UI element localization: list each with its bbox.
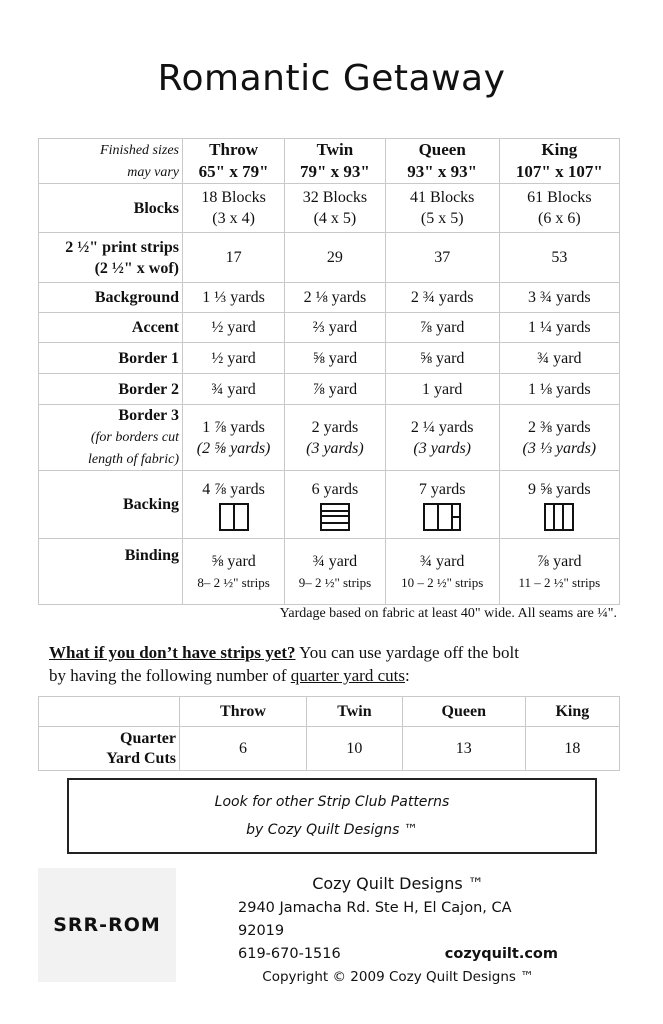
cell: ⅞ yard [385, 313, 499, 343]
phone-web-row [238, 943, 558, 966]
cell: 41 Blocks (5 x 5) [385, 184, 499, 233]
cell: ⅝ yard 8– 2 ½" strips [183, 539, 285, 605]
strips-question: What if you don’t have strips yet? You can use yardage off the bolt by having the following number of quarter yard cuts: [49, 643, 519, 685]
cell: 2 yards (3 yards) [285, 405, 386, 471]
cell: 13 [402, 727, 525, 771]
backing-3-vertical-panels-icon [544, 503, 574, 531]
cell: 2 ⅜ yards (3 ⅓ yards) [499, 405, 619, 471]
cell: 9 ⅝ yards [499, 471, 619, 539]
row-label: 2 ½" print strips (2 ½" x wof) [39, 233, 183, 283]
backing-2-panels-plus-strip-icon [423, 503, 461, 531]
row-label: Border 3 (for borders cut length of fabric) [39, 405, 183, 471]
size-header-row [39, 139, 620, 184]
cuts-header: Twin [307, 697, 403, 727]
border1-row [39, 343, 620, 374]
cuts-header: Throw [180, 697, 307, 727]
company-phone: 619-670-1516 [238, 946, 341, 962]
cuts-header: King [525, 697, 619, 727]
cell: ⅞ yard 11 – 2 ½" strips [499, 539, 619, 605]
accent-row [39, 313, 620, 343]
cell: 6 [180, 727, 307, 771]
finished-sizes-note: Finished sizes may vary [39, 139, 183, 184]
sku-label: SRR-ROM [38, 868, 176, 982]
quarter-yard-cuts-table [38, 696, 620, 771]
row-label: Accent [39, 313, 183, 343]
binding-row [39, 539, 620, 605]
cell: ⅔ yard [285, 313, 386, 343]
cell: ⅝ yard [385, 343, 499, 374]
cell: ¾ yard [499, 343, 619, 374]
cuts-header-row [39, 697, 620, 727]
cell: 18 Blocks (3 x 4) [183, 184, 285, 233]
cell: 2 ⅛ yards [285, 283, 386, 313]
row-label: Background [39, 283, 183, 313]
blocks-row [39, 184, 620, 233]
cell: ¾ yard 9– 2 ½" strips [285, 539, 386, 605]
cell: ½ yard [183, 313, 285, 343]
cell: 2 ¼ yards (3 yards) [385, 405, 499, 471]
cell: 29 [285, 233, 386, 283]
pattern-title: Romantic Getaway [157, 58, 506, 99]
size-throw: Throw 65" x 79" [183, 139, 285, 184]
cell: 10 [307, 727, 403, 771]
row-label: Blocks [39, 184, 183, 233]
background-row [39, 283, 620, 313]
backing-2-vertical-panels-icon [219, 503, 249, 531]
row-label: Backing [39, 471, 183, 539]
size-queen: Queen 93" x 93" [385, 139, 499, 184]
cell: ½ yard [183, 343, 285, 374]
strips-row [39, 233, 620, 283]
border3-row [39, 405, 620, 471]
cell: 1 ⅞ yards (2 ⅝ yards) [183, 405, 285, 471]
promo-box [67, 778, 597, 854]
border2-row [39, 374, 620, 405]
cell: ⅞ yard [285, 374, 386, 405]
size-king: King 107" x 107" [499, 139, 619, 184]
cuts-header: Queen [402, 697, 525, 727]
cell: 4 ⅞ yards [183, 471, 285, 539]
row-label: Binding [39, 539, 183, 605]
cell: 32 Blocks (4 x 5) [285, 184, 386, 233]
backing-3-horizontal-panels-icon [320, 503, 350, 531]
cell: 53 [499, 233, 619, 283]
copyright: Copyright © 2009 Cozy Quilt Designs ™ [262, 969, 534, 985]
company-address: 2940 Jamacha Rd. Ste H, El Cajon, CA 92019 [238, 900, 512, 939]
cell: 18 [525, 727, 619, 771]
cell: 37 [385, 233, 499, 283]
cell: 6 yards [285, 471, 386, 539]
cell: 17 [183, 233, 285, 283]
yardage-table [38, 138, 620, 605]
row-label: Border 2 [39, 374, 183, 405]
company-name: Cozy Quilt Designs ™ [312, 874, 484, 893]
company-info [238, 874, 558, 989]
cell: 1 ⅛ yards [499, 374, 619, 405]
cell: 61 Blocks (6 x 6) [499, 184, 619, 233]
cell: 1 yard [385, 374, 499, 405]
company-website-link[interactable]: cozyquilt.com [444, 946, 558, 962]
backing-row [39, 471, 620, 539]
row-label: Border 1 [39, 343, 183, 374]
row-label: Quarter Yard Cuts [39, 727, 180, 771]
yardage-note: Yardage based on fabric at least 40" wide. All seams are ¼". [279, 606, 617, 621]
promo-line: by Cozy Quilt Designs ™ [246, 822, 418, 838]
size-twin: Twin 79" x 93" [285, 139, 386, 184]
cell: 3 ¾ yards [499, 283, 619, 313]
cell: 7 yards [385, 471, 499, 539]
cell: ¾ yard 10 – 2 ½" strips [385, 539, 499, 605]
cell: ⅝ yard [285, 343, 386, 374]
cuts-values-row [39, 727, 620, 771]
cell: ¾ yard [183, 374, 285, 405]
promo-line: Look for other Strip Club Patterns [214, 794, 450, 810]
cell: 1 ¼ yards [499, 313, 619, 343]
cell: 1 ⅓ yards [183, 283, 285, 313]
cell: 2 ¾ yards [385, 283, 499, 313]
empty-cell [39, 697, 180, 727]
